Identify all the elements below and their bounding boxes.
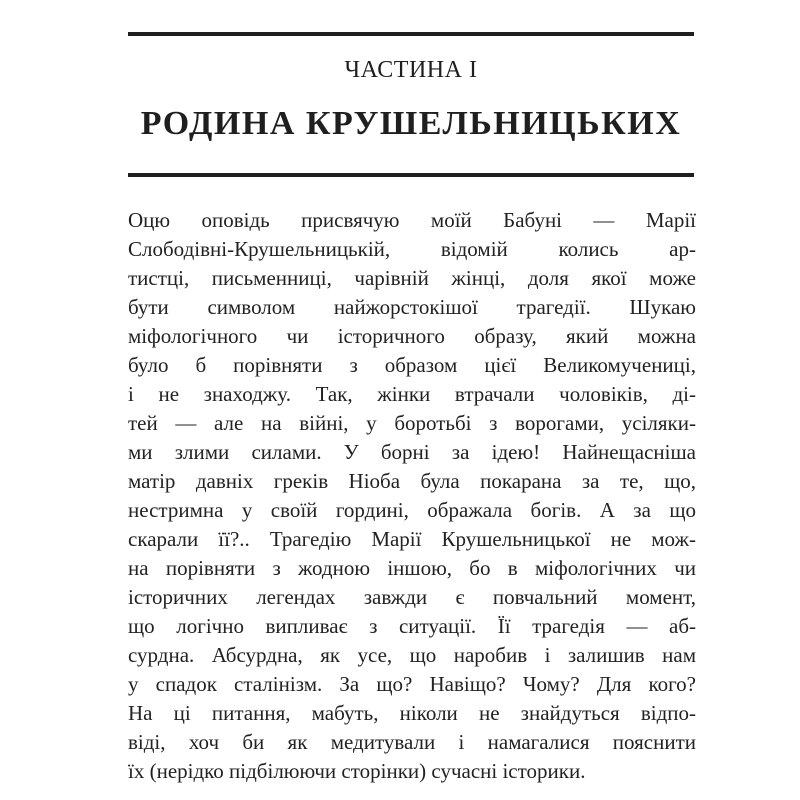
text-line: було б порівняти з образом цієї Великомучениці,: [128, 353, 696, 377]
text-line: що логічно випливає з ситуації. Її трагедія — аб-: [128, 614, 696, 638]
text-line: у спадок сталінізм. За що? Навіщо? Чому? Для кого?: [128, 672, 696, 696]
part-title: РОДИНА КРУШЕЛЬНИЦЬКИХ: [140, 105, 682, 142]
text-line: нестримна у своїй гордині, ображала богів. А за що: [128, 498, 696, 522]
text-line: Слободівні-Крушельницькій, відомій колись ар-: [128, 237, 696, 261]
text-line: і не знаходжу. Так, жінки втрачали чоловіків, ді-: [128, 382, 696, 406]
text-line: сурдна. Абсурдна, як усе, що наробив і залишив нам: [128, 643, 696, 667]
text-line: на порівняти з жодною іншою, бо в міфологічних чи: [128, 556, 696, 580]
text-line: ми злими силами. У борні за ідею! Найнещасніша: [128, 440, 696, 464]
text-line: бути символом найжорстокішої трагедії. Шукаю: [128, 295, 696, 319]
text-line: скарали її?.. Трагедію Марії Крушельницької не мож-: [128, 527, 696, 551]
text-line: Оцю оповідь присвячую моїй Бабуні — Марії: [128, 208, 696, 232]
text-line: тистці, письменниці, чарівній жінці, доля якої може: [128, 266, 696, 290]
body-paragraph: [128, 206, 696, 786]
text-line: міфологічного чи історичного образу, який можна: [128, 324, 696, 348]
text-line: історичних легендах завжди є повчальний момент,: [128, 585, 696, 609]
text-line: тей — але на війні, у боротьбі з ворогами, усіляки-: [128, 411, 696, 435]
text-line: їх (нерідко підбілюючи сторінки) сучасні історики.: [128, 759, 586, 783]
part-label: ЧАСТИНА І: [344, 57, 478, 83]
text-line: матір давніх греків Ніоба була покарана за те, що,: [128, 469, 696, 493]
text-line: віді, хоч би як медитували і намагалися пояснити: [128, 730, 696, 754]
top-ornamental-rule: [128, 32, 694, 36]
bottom-ornamental-rule: [128, 173, 694, 177]
text-line: На ці питання, мабуть, ніколи не знайдуться відпо-: [128, 701, 696, 725]
